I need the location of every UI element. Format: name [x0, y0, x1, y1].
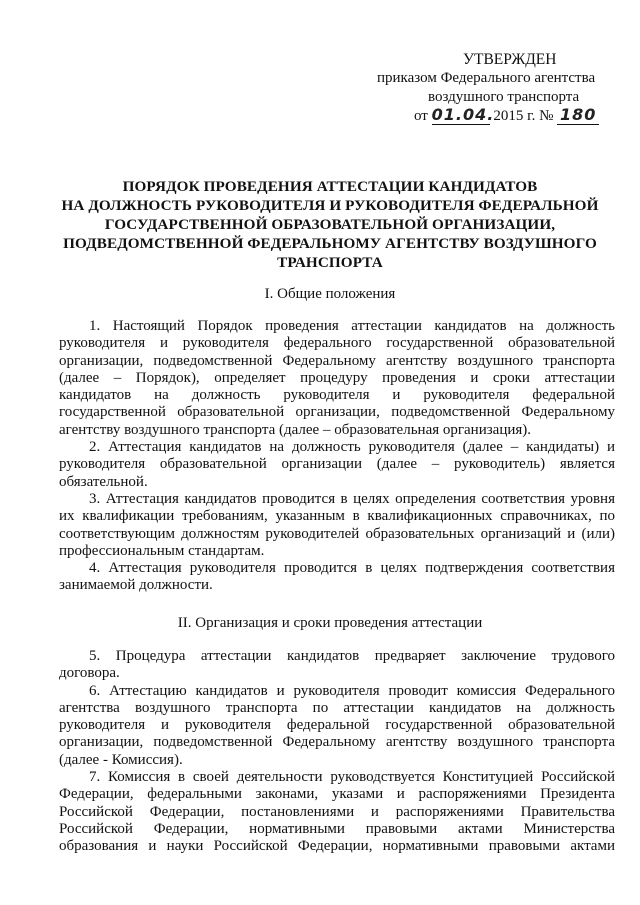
text-line: государственной образовательной организации, подведомственной Федеральному: [59, 404, 615, 421]
approval-block: [375, 50, 615, 126]
text-line: Российской Федерации, нормативными правовыми актами Министерства: [59, 820, 615, 837]
date-prefix: от: [414, 108, 428, 124]
title-line: ПОДВЕДОМСТВЕННОЙ ФЕДЕРАЛЬНОМУ АГЕНТСТВУ ВОЗДУШНОГО: [63, 235, 597, 252]
document-title: [40, 177, 620, 272]
title-line: ТРАНСПОРТА: [277, 254, 383, 271]
text-line: договора.: [59, 665, 120, 682]
paragraph-1: [59, 318, 615, 439]
text-line: 2. Аттестация кандидатов на должность руководителя (далее – кандидаты) и: [89, 439, 615, 456]
date-suffix: 2015 г. №: [493, 108, 554, 124]
paragraph-5: [59, 648, 615, 683]
text-line: 6. Аттестацию кандидатов и руководителя проводит комиссия Федерального: [89, 682, 615, 699]
text-line: Российской Федерации, постановлениями и распоряжениями Правительства: [59, 803, 615, 820]
paragraph-2: [59, 439, 615, 491]
section-1-heading: I. Общие положения: [264, 286, 396, 302]
paragraph-3: [59, 491, 615, 560]
text-line: обязательной.: [59, 473, 148, 490]
text-line: соответствующим должностям руководителей образовательных организаций и (или): [59, 525, 615, 542]
text-line: 3. Аттестация кандидатов проводится в целях определения соответствия уровня: [89, 490, 615, 507]
approval-heading: УТВЕРЖДЕН: [463, 51, 557, 68]
title-line: НА ДОЛЖНОСТЬ РУКОВОДИТЕЛЯ И РУКОВОДИТЕЛЯ ФЕДЕРАЛЬНОЙ: [61, 197, 599, 214]
approval-line-agency: воздушного транспорта: [428, 89, 580, 105]
paragraph-4: [59, 560, 615, 595]
paragraph-6: [59, 683, 615, 769]
handwritten-number: 180: [557, 107, 599, 125]
text-line: организации, подведомственной Федеральному агентству воздушного транспорта: [59, 352, 615, 369]
title-line: ГОСУДАРСТВЕННОЙ ОБРАЗОВАТЕЛЬНОЙ ОРГАНИЗАЦИИ,: [104, 216, 556, 233]
text-line: их квалификации требованиям, указанным в квалификационных справочниках, по: [59, 508, 615, 525]
handwritten-date: 01.04.: [431, 105, 495, 124]
text-line: 4. Аттестация руководителя проводится в целях подтверждения соответствия: [89, 560, 615, 577]
text-line: профессиональным стандартам.: [59, 542, 265, 559]
text-line: агентства воздушного транспорта по аттестации кандидатов на должность: [59, 699, 615, 716]
text-line: образования и науки Российской Федерации, нормативными правовыми актами: [59, 838, 615, 855]
text-line: занимаемой должности.: [59, 577, 213, 594]
text-line: кандидатов на должность руководителя и руководителя федеральной: [59, 387, 615, 404]
text-line: Федерации, федеральными законами, указами и распоряжениями Президента: [59, 786, 615, 803]
text-line: 7. Комиссия в своей деятельности руководствуется Конституцией Российской: [89, 769, 615, 786]
text-line: 5. Процедура аттестации кандидатов предваряет заключение трудового: [89, 648, 615, 664]
approval-line-order: приказом Федерального агентства: [377, 70, 596, 86]
text-line: (далее – Порядок), определяет процедуру проведения и сроки аттестации: [59, 369, 615, 386]
text-line: агентству воздушного транспорта (далее – образовательная организация).: [59, 421, 532, 438]
section-2-heading: II. Организация и сроки проведения аттестации: [177, 615, 483, 631]
section-1-body: [59, 318, 615, 595]
text-line: организации, подведомственной Федеральному агентству воздушного транспорта: [59, 734, 615, 751]
text-line: (далее - Комиссия).: [59, 751, 183, 768]
title-line: ПОРЯДОК ПРОВЕДЕНИЯ АТТЕСТАЦИИ КАНДИДАТОВ: [122, 178, 538, 195]
text-line: 1. Настоящий Порядок проведения аттестации кандидатов на должность: [89, 318, 615, 334]
text-line: руководителя и руководителя федеральной государственной образовательной: [59, 717, 615, 734]
paragraph-7: [59, 769, 615, 855]
text-line: руководителя образовательной организации (далее – руководитель) является: [59, 456, 615, 473]
approval-date-line: [375, 107, 615, 126]
section-2-body: [59, 648, 615, 856]
text-line: руководителя и руководителя федерального государственной образовательной: [59, 335, 615, 352]
